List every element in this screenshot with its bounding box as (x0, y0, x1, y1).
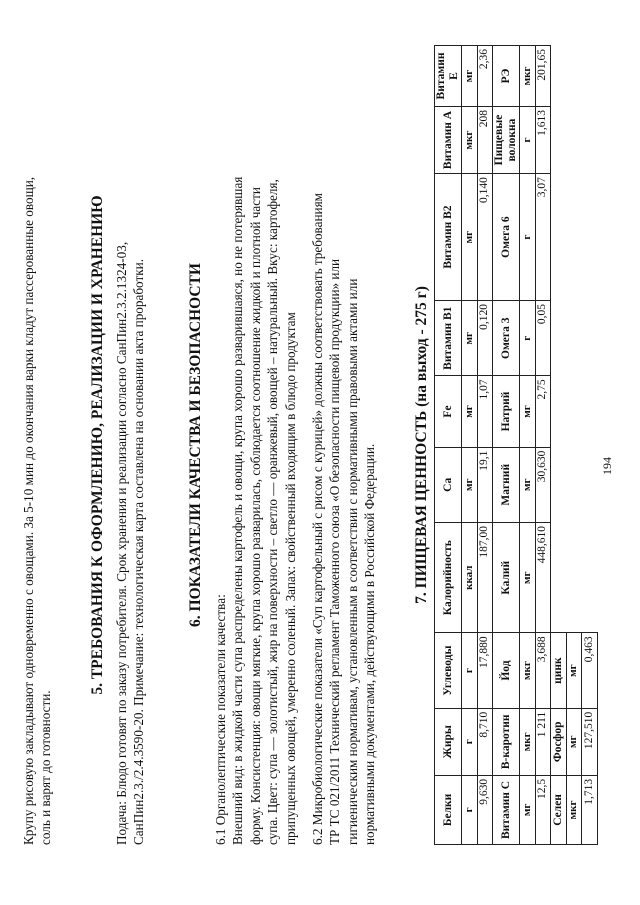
table-header-cell: Витамин В2 (435, 174, 462, 301)
table-header-cell: Витамин В1 (435, 301, 462, 376)
table-unit-cell: мкг (520, 633, 536, 708)
section-5-line: СанПин2.3./2.4.3590-20. Примечание: технологическая карта составлена на основании акта проработки. (131, 259, 147, 845)
table-header-cell: Витамин Е (435, 46, 462, 107)
table-value-cell: 12,5 (535, 775, 551, 844)
table-unit-cell: мг (520, 775, 536, 844)
table-value-cell: 3,688 (535, 633, 551, 708)
table-header-cell: Витамин А (435, 106, 462, 173)
table-unit-cell: мг (462, 46, 478, 107)
table-value-cell: 208 (477, 106, 493, 173)
table-value-cell: 0,140 (477, 174, 493, 301)
table-header-cell: Белки (435, 775, 462, 844)
table-value-cell: 9,630 (477, 775, 493, 844)
table-unit-cell: мкг (520, 46, 536, 107)
table-unit-cell: мг (462, 301, 478, 376)
table-unit-cell: мкг (566, 775, 582, 844)
table-header-cell: Пищевые волокна (493, 106, 520, 173)
table-row (535, 46, 551, 845)
section-7 (412, 45, 432, 845)
section-6 (186, 45, 379, 845)
table-header-cell: В-каротин (493, 708, 520, 775)
table-value-cell: 0,463 (582, 633, 598, 708)
table-unit-cell: мг (462, 174, 478, 301)
table-header-cell: Селен (551, 775, 567, 844)
table-row (493, 46, 520, 845)
section-6-text: ТР ТС 021/2011 Технический регламент Таможенного союза «О безопасности пищевой продукции» или (327, 258, 343, 845)
table-value-cell: 2,36 (477, 46, 493, 107)
section-6-text: форму. Консистенция: овощи мягкие, крупа хорошо разварилась, соблюдается соотношение жидкой и плотной части (247, 187, 263, 845)
table-value-cell: 2,75 (535, 376, 551, 447)
table-header-cell: Магний (493, 447, 520, 522)
table-header-cell: Калорийность (435, 522, 462, 632)
table-header-cell: Fe (435, 376, 462, 447)
table-unit-cell: мг (566, 708, 582, 775)
table-value-cell: 1,613 (535, 106, 551, 173)
table-value-cell: 0,120 (477, 301, 493, 376)
table-value-cell: 19,1 (477, 447, 493, 522)
table-row (462, 46, 478, 845)
section-6-text: Внешний вид: в жидкой части супа распределены картофель и овощи, крупа хорошо разварившаяся, но не потерявшая (230, 176, 246, 845)
table-value-cell: 8,710 (477, 708, 493, 775)
table-header-cell: Ca (435, 447, 462, 522)
table-header-cell: Омега 6 (493, 174, 520, 301)
section-6-text: 6.2 Микробиологические показатели «Суп картофельный с рисом с курицей» должны соответствовать требованиям (310, 193, 326, 845)
table-row (582, 46, 598, 845)
intro-line: Крупу рисовую закладывают одновременно с овощами. За 5-10 мин до окончания варки кладут пассерованные овощи, (21, 176, 36, 845)
section-5 (88, 45, 148, 845)
section-6-text: 6.1 Органолептические показатели качества: (213, 594, 228, 845)
section-6-text: супа. Цвет: супа — золотистый, жир на поверхности – светло — оранжевый, овощей – натуральный. Вкус: картофеля, (265, 179, 281, 845)
table-value-cell: 201,65 (535, 46, 551, 107)
table-unit-cell: г (520, 174, 536, 301)
table-row (435, 46, 462, 845)
page-number: 194 (600, 457, 614, 475)
section-6-title: 6. ПОКАЗАТЕЛИ КАЧЕСТВА И БЕЗОПАСНОСТИ (187, 263, 204, 627)
table-unit-cell: мг (520, 522, 536, 632)
table-unit-cell: мг (520, 376, 536, 447)
table-header-cell: цинк (551, 633, 567, 708)
table-value-cell: 1 211 (535, 708, 551, 775)
section-6-text: нормативными документами, действующими в Российской Федерации. (362, 443, 378, 845)
nutrition-table (434, 45, 598, 845)
table-value-cell: 187,00 (477, 522, 493, 632)
table-unit-cell: мг (566, 633, 582, 708)
table-row (566, 46, 582, 845)
table-value-cell: 0,05 (535, 301, 551, 376)
table-header-cell: Йод (493, 633, 520, 708)
section-7-title: 7. ПИЩЕВАЯ ЦЕННОСТЬ (на выход - 275 г) (413, 286, 430, 604)
section-6-text: гигиеническим нормативам, установленным в соответствии с нормативными правовыми актами или (344, 278, 360, 845)
table-header-cell: Фосфор (551, 708, 567, 775)
section-5-title: 5. ТРЕБОВАНИЯ К ОФОРМЛЕНИЮ, РЕАЛИЗАЦИИ И ХРАНЕНИЮ (89, 195, 106, 695)
section-6-text: припущенных овощей, умеренно соленый. Запах: свойственный входящим в блюдо продуктам (282, 312, 298, 845)
table-row (551, 46, 567, 845)
table-unit-cell: г (520, 301, 536, 376)
table-value-cell: 1,713 (582, 775, 598, 844)
table-row (520, 46, 536, 845)
table-value-cell: 1,07 (477, 376, 493, 447)
table-header-cell: Углеводы (435, 633, 462, 708)
table-unit-cell: г (462, 708, 478, 775)
table-unit-cell: мг (462, 447, 478, 522)
intro-line: соль и варят до готовности. (38, 690, 54, 845)
table-header-cell: Натрий (493, 376, 520, 447)
table-header-cell: Витамин С (493, 775, 520, 844)
table-value-cell: 3,07 (535, 174, 551, 301)
table-unit-cell: мкг (462, 106, 478, 173)
table-value-cell: 127,510 (582, 708, 598, 775)
table-unit-cell: мг (520, 447, 536, 522)
table-unit-cell: г (462, 633, 478, 708)
table-unit-cell: г (462, 775, 478, 844)
table-unit-cell: ккал (462, 522, 478, 632)
table-header-cell: РЭ (493, 46, 520, 107)
table-value-cell: 448,610 (535, 522, 551, 632)
intro-paragraph (20, 45, 55, 845)
table-row (477, 46, 493, 845)
table-unit-cell: мг (462, 376, 478, 447)
table-unit-cell: мкг (520, 708, 536, 775)
table-value-cell: 17,880 (477, 633, 493, 708)
table-value-cell: 30,630 (535, 447, 551, 522)
table-header-cell: Калий (493, 522, 520, 632)
section-5-line: Подача: Блюдо готовят по заказу потребителя. Срок хранения и реализации согласно СанПин2.3.2.1324-03, (114, 241, 129, 845)
table-unit-cell: г (520, 106, 536, 173)
table-header-cell: Омега 3 (493, 301, 520, 376)
table-header-cell: Жиры (435, 708, 462, 775)
